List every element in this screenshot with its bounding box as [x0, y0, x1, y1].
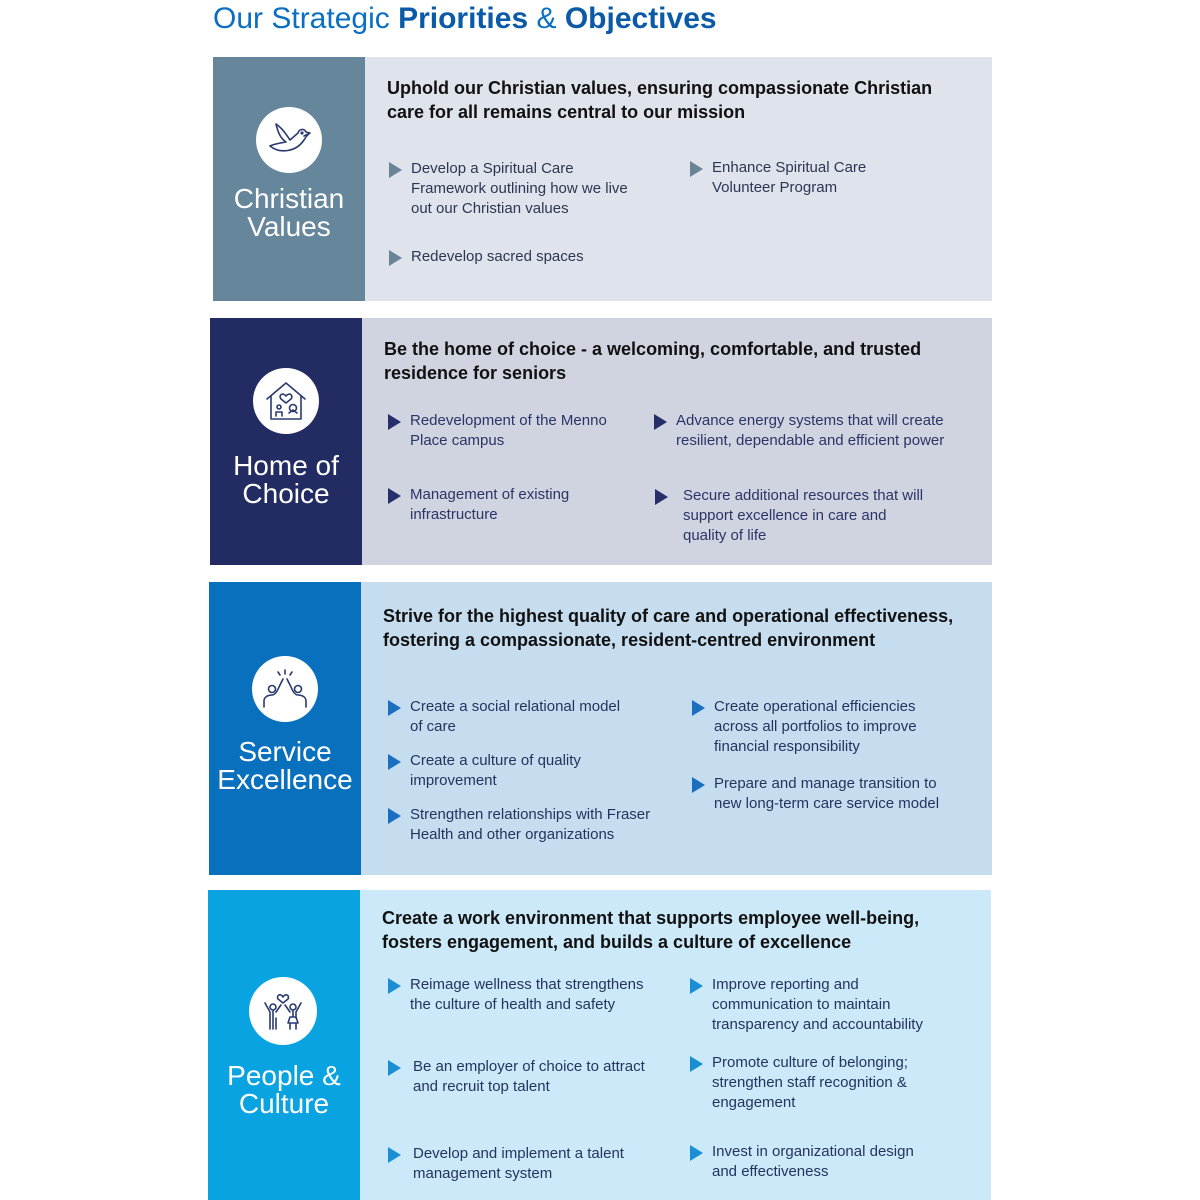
item-text: Promote culture of belonging; strengthen staff recognition & engagement — [712, 1054, 908, 1111]
list-item — [389, 159, 669, 219]
bullet-triangle-icon — [388, 808, 401, 824]
bullet-triangle-icon — [389, 162, 402, 178]
section-christian-values — [213, 57, 992, 301]
christian-values-heading: Uphold our Christian values, ensuring compassionate Christian care for all remains central to our mission — [387, 78, 933, 122]
item-text: Invest in organizational design and effectiveness — [712, 1143, 914, 1180]
list-item — [690, 1142, 980, 1182]
item-text: Strengthen relationships with Fraser Health and other organizations — [410, 806, 651, 843]
bullet-triangle-icon — [388, 978, 401, 994]
item-text: Create a social relational model of care — [410, 698, 621, 735]
dove-icon — [256, 107, 322, 173]
item-text: Develop and implement a talent management system — [413, 1145, 624, 1182]
service-excellence-label: Service Excellence — [217, 736, 353, 795]
list-item — [388, 411, 648, 451]
list-item — [388, 1057, 688, 1097]
item-text: Advance energy systems that will create resilient, dependable and efficient power — [676, 412, 945, 449]
christian-values-content — [365, 57, 992, 301]
home-heart-icon — [253, 368, 319, 434]
bullet-triangle-icon — [655, 489, 668, 505]
list-item — [690, 1053, 980, 1113]
list-item — [654, 411, 974, 451]
people-heart-icon — [249, 977, 317, 1045]
people-culture-label: People & Culture — [227, 1060, 341, 1119]
list-item — [692, 697, 982, 757]
item-text: Redevelopment of the Menno Place campus — [410, 412, 607, 449]
service-excellence-panel — [209, 582, 361, 875]
page-title — [213, 0, 717, 40]
bullet-triangle-icon — [690, 1056, 703, 1072]
item-text: Enhance Spiritual Care Volunteer Program — [712, 159, 867, 196]
bullet-triangle-icon — [692, 700, 705, 716]
item-text: Redevelop sacred spaces — [411, 248, 584, 265]
bullet-triangle-icon — [690, 1145, 703, 1161]
item-text: Prepare and manage transition to new long-term care service model — [714, 775, 940, 812]
bullet-triangle-icon — [389, 250, 402, 266]
section-home-of-choice — [210, 318, 992, 565]
item-text: Reimage wellness that strengthens the culture of health and safety — [410, 976, 644, 1013]
item-text: Management of existing infrastructure — [410, 486, 570, 523]
bullet-triangle-icon — [654, 414, 667, 430]
list-item — [690, 158, 950, 198]
list-item — [388, 697, 668, 737]
item-text: Improve reporting and communication to maintain transparency and accountability — [712, 976, 923, 1033]
list-item — [388, 805, 688, 845]
section-service-excellence — [209, 582, 992, 875]
home-of-choice-panel — [210, 318, 362, 565]
item-text: Secure additional resources that will support excellence in care and quality of life — [683, 487, 924, 544]
bullet-triangle-icon — [692, 777, 705, 793]
title-priorities: Priorities — [398, 2, 529, 35]
service-excellence-heading: Strive for the highest quality of care and operational effectiveness, fostering a compassionate, resident-centred environment — [383, 606, 954, 650]
item-text: Create operational efficiencies across all portfolios to improve financial responsibility — [714, 698, 917, 755]
christian-values-panel — [213, 57, 365, 301]
people-culture-content — [360, 890, 991, 1200]
bullet-triangle-icon — [388, 1060, 401, 1076]
service-excellence-content — [361, 582, 992, 875]
list-item — [692, 774, 982, 814]
home-of-choice-content — [362, 318, 992, 565]
title-prefix: Our Strategic — [213, 2, 399, 35]
christian-values-label: Christian Values — [233, 183, 345, 242]
item-text: Develop a Spiritual Care Framework outlining how we live out our Christian values — [411, 160, 628, 217]
home-of-choice-label: Home of Choice — [233, 450, 339, 509]
bullet-triangle-icon — [388, 488, 401, 504]
home-of-choice-heading: Be the home of choice - a welcoming, comfortable, and trusted residence for seniors — [384, 339, 922, 383]
list-item — [388, 975, 678, 1015]
list-item — [389, 247, 669, 267]
list-item — [655, 486, 975, 546]
bullet-triangle-icon — [388, 700, 401, 716]
bullet-triangle-icon — [388, 414, 401, 430]
people-culture-panel — [208, 890, 360, 1200]
bullet-triangle-icon — [388, 1147, 401, 1163]
list-item — [388, 751, 668, 791]
bullet-triangle-icon — [690, 161, 703, 177]
item-text: Create a culture of quality improvement — [410, 752, 581, 789]
bullet-triangle-icon — [388, 754, 401, 770]
list-item — [690, 975, 980, 1035]
section-people-culture — [208, 890, 991, 1200]
bullet-triangle-icon — [690, 978, 703, 994]
title-objectives: Objectives — [564, 2, 717, 35]
list-item — [388, 1144, 688, 1184]
list-item — [388, 485, 648, 525]
people-culture-heading: Create a work environment that supports employee well-being, fosters engagement, and builds a culture of excellence — [382, 908, 920, 952]
high-five-icon — [252, 656, 318, 722]
title-amp: & — [528, 2, 565, 35]
item-text: Be an employer of choice to attract and recruit top talent — [413, 1058, 645, 1095]
